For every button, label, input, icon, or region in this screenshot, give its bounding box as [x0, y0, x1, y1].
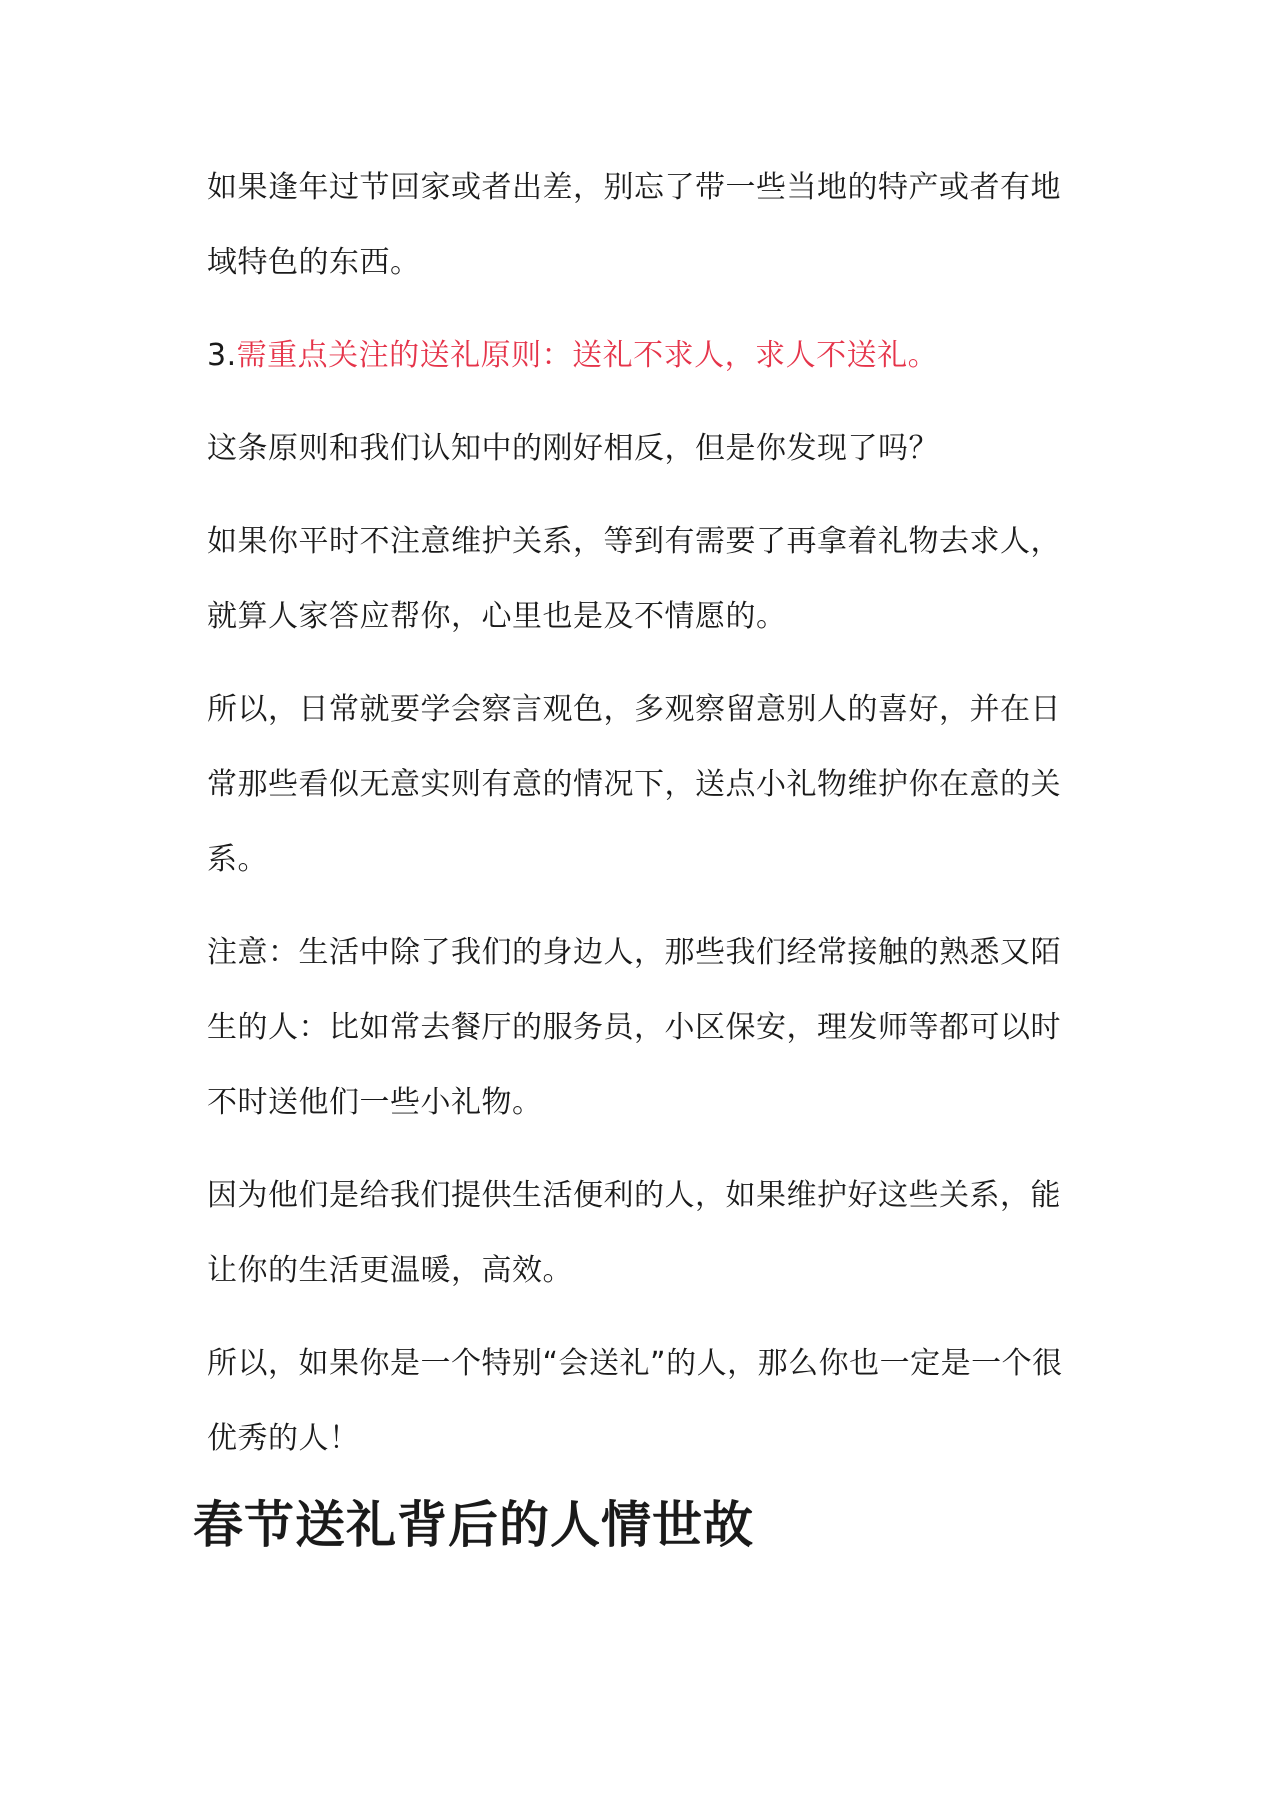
- paragraph-attention-note: 注意：生活中除了我们的身边人，那些我们经常接触的熟悉又陌生的人：比如常去餐厅的服务员，小区保安，理发师等都可以时不时送他们一些小礼物。: [207, 935, 1061, 1120]
- paragraph-maintain-relations: 如果你平时不注意维护关系，等到有需要了再拿着礼物去求人，就算人家答应帮你，心里也是及不情愿的。: [207, 524, 1061, 634]
- list-number: 3.: [207, 338, 237, 373]
- paragraph-daily-observation: 所以，日常就要学会察言观色，多观察留意别人的喜好，并在日常那些看似无意实则有意的情况下，送点小礼物维护你在意的关系。: [207, 692, 1061, 877]
- document-body: [207, 150, 1077, 1494]
- paragraph-conclusion: 所以，如果你是一个特别“会送礼”的人，那么你也一定是一个很优秀的人！: [207, 1346, 1063, 1456]
- paragraph-convenience-people: 因为他们是给我们提供生活便利的人，如果维护好这些关系，能让你的生活更温暖，高效。: [207, 1178, 1061, 1288]
- section-heading: 春节送礼背后的人情世故: [193, 1495, 754, 1554]
- paragraph-principle-note: 这条原则和我们认知中的刚好相反，但是你发现了吗？: [207, 431, 939, 466]
- paragraph-local-specialties: 如果逢年过节回家或者出差，别忘了带一些当地的特产或者有地域特色的东西。: [207, 170, 1061, 280]
- paragraph-gift-principle: [207, 318, 1077, 393]
- highlighted-principle: 需重点关注的送礼原则：送礼不求人，求人不送礼。: [236, 338, 939, 373]
